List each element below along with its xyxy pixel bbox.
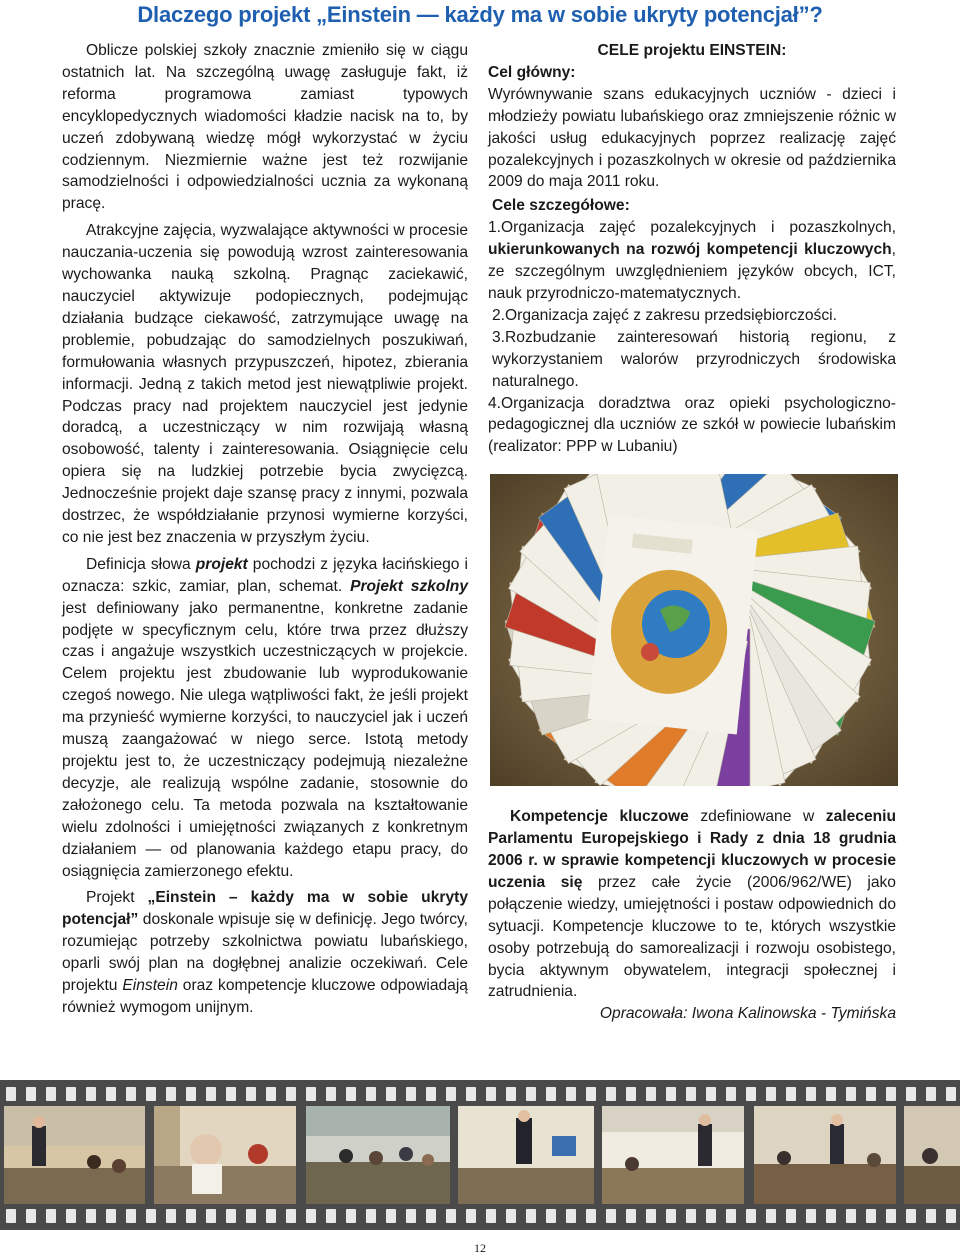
filmstrip-hole: [626, 1209, 636, 1223]
filmstrip-hole: [266, 1087, 276, 1101]
filmstrip-hole: [606, 1209, 616, 1223]
filmstrip-hole: [686, 1087, 696, 1101]
filmstrip-hole: [286, 1087, 296, 1101]
filmstrip-hole: [746, 1209, 756, 1223]
specific-goals-label: Cele szczegółowe:: [492, 197, 630, 215]
filmstrip-hole: [26, 1209, 36, 1223]
filmstrip-hole: [226, 1087, 236, 1101]
filmstrip-hole: [526, 1209, 536, 1223]
filmstrip-hole: [106, 1087, 116, 1101]
filmstrip-hole: [286, 1209, 296, 1223]
filmstrip-hole: [486, 1209, 496, 1223]
filmstrip-hole: [686, 1209, 696, 1223]
filmstrip-hole: [6, 1209, 16, 1223]
filmstrip-hole: [746, 1087, 756, 1101]
filmstrip-hole: [166, 1087, 176, 1101]
filmstrip-hole: [506, 1087, 516, 1101]
goal-4: 4.Organizacja doradztwa oraz opieki psychologiczno-pedagogicznej dla uczniów ze szkół w powiecie lubańskim (realizator: PPP w Lubaniu): [488, 394, 896, 456]
filmstrip-hole: [726, 1209, 736, 1223]
filmstrip-hole: [806, 1209, 816, 1223]
filmstrip-hole: [246, 1209, 256, 1223]
filmstrip-hole: [586, 1209, 596, 1223]
filmstrip-hole: [626, 1087, 636, 1101]
filmstrip-hole: [46, 1087, 56, 1101]
filmstrip-hole: [206, 1087, 216, 1101]
filmstrip-hole: [146, 1087, 156, 1101]
filmstrip-hole: [386, 1087, 396, 1101]
filmstrip-hole: [606, 1087, 616, 1101]
filmstrip-hole: [666, 1209, 676, 1223]
filmstrip-hole: [926, 1087, 936, 1101]
main-goal-label: Cel główny:: [488, 63, 576, 81]
filmstrip-hole: [726, 1087, 736, 1101]
filmstrip-hole: [566, 1209, 576, 1223]
goal-3: 3.Rozbudzanie zainteresowań historią regionu, z wykorzystaniem walorów przyrodniczych środowiska naturalnego.: [492, 328, 896, 390]
filmstrip-photo-7: [904, 1106, 960, 1204]
filmstrip-photo-5: [602, 1106, 744, 1204]
filmstrip-hole: [846, 1087, 856, 1101]
goal-2: 2.Organizacja zajęć z zakresu przedsiębiorczości.: [492, 306, 837, 324]
filmstrip-hole: [926, 1209, 936, 1223]
filmstrip-photo-3: [306, 1106, 450, 1204]
filmstrip-hole: [346, 1087, 356, 1101]
filmstrip-photo-6: [754, 1106, 896, 1204]
filmstrip-hole: [326, 1087, 336, 1101]
filmstrip-hole: [906, 1087, 916, 1101]
left-column: [62, 40, 468, 1024]
filmstrip-hole: [66, 1209, 76, 1223]
filmstrip-hole: [526, 1087, 536, 1101]
filmstrip-hole: [846, 1209, 856, 1223]
filmstrip-hole: [866, 1209, 876, 1223]
filmstrip-hole: [86, 1087, 96, 1101]
filmstrip-hole: [906, 1209, 916, 1223]
filmstrip-hole: [86, 1209, 96, 1223]
filmstrip-hole: [586, 1087, 596, 1101]
filmstrip-hole: [466, 1087, 476, 1101]
filmstrip-hole: [306, 1087, 316, 1101]
filmstrip-hole: [326, 1209, 336, 1223]
filmstrip-hole: [226, 1209, 236, 1223]
filmstrip-hole: [66, 1087, 76, 1101]
filmstrip-hole: [706, 1087, 716, 1101]
filmstrip-hole: [666, 1087, 676, 1101]
filmstrip-hole: [826, 1209, 836, 1223]
photo-filmstrip: [0, 1080, 960, 1230]
filmstrip-hole: [366, 1209, 376, 1223]
filmstrip-hole: [766, 1087, 776, 1101]
filmstrip-hole: [546, 1209, 556, 1223]
filmstrip-hole: [406, 1209, 416, 1223]
filmstrip-hole: [386, 1209, 396, 1223]
filmstrip-hole: [446, 1087, 456, 1101]
filmstrip-photo-1: [4, 1106, 145, 1204]
filmstrip-hole: [206, 1209, 216, 1223]
filmstrip-hole: [186, 1087, 196, 1101]
filmstrip-hole: [246, 1087, 256, 1101]
filmstrip-hole: [426, 1087, 436, 1101]
filmstrip-hole: [886, 1209, 896, 1223]
filmstrip-hole: [886, 1087, 896, 1101]
goal-1: 1.Organizacja zajęć pozalekcyjnych i pozaszkolnych, ukierunkowanych na rozwój kompetencji kluczowych, ze szczególnym uwzględnieniem języków obcych, ICT, nauk przyrodniczo-matematycznych.: [488, 219, 896, 302]
filmstrip-hole: [346, 1209, 356, 1223]
filmstrip-hole: [106, 1209, 116, 1223]
key-competences-paragraph: Kompetencje kluczowe zdefiniowane w zaleceniu Parlamentu Europejskiego i Rady z dnia 18 grudnia 2006 r. w sprawie kompetencji kluczowych w procesie uczenia się przez całe życie (2006/962/WE) jako połączenie wiedzy, umiejętności i postaw odpowiednich do sytuacji. Kompetencje kluczowe to te, których wszystkie osoby potrzebują do samorealizacji i rozwoju osobistego, bycia aktywnym obywatelem, integracji społecznej i zatrudnienia.: [488, 808, 896, 1001]
filmstrip-photo-2: [154, 1106, 296, 1204]
filmstrip-hole: [426, 1209, 436, 1223]
filmstrip-perforation-top: [0, 1084, 960, 1104]
filmstrip-hole: [506, 1209, 516, 1223]
filmstrip-hole: [866, 1087, 876, 1101]
filmstrip-hole: [786, 1209, 796, 1223]
intro-paragraph: Oblicze polskiej szkoły znacznie zmieniło się w ciągu ostatnich lat. Na szczególną uwagę zasługuje fakt, iż reforma programowa zamiast typowych encyklopedycznych wiadomości kładzie nacisk na to, by uczeń zdobywaną wiedzę mógł wykorzystać w życiu codziennym. Niezmiernie ważne jest też rozwijanie samodzielności i odpowiedzialności ucznia za wykonaną pracę.: [62, 42, 468, 213]
filmstrip-hole: [546, 1087, 556, 1101]
main-goal-text: Wyrównywanie szans edukacyjnych uczniów - dzieci i młodzieży powiatu lubańskiego oraz zmniejszenie różnic w jakości usług edukacyjnych poprzez realizację zajęć pozalekcyjnych i pozaszkolnych w okresie od października 2009 do maja 2011 roku.: [488, 85, 896, 191]
filmstrip-hole: [186, 1209, 196, 1223]
filmstrip-hole: [6, 1087, 16, 1101]
filmstrip-hole: [166, 1209, 176, 1223]
filmstrip-hole: [766, 1209, 776, 1223]
brochures-photo: [490, 474, 898, 786]
filmstrip-hole: [566, 1087, 576, 1101]
filmstrip-hole: [826, 1087, 836, 1101]
page-number: 12: [474, 1241, 486, 1255]
right-column: [488, 40, 896, 1025]
filmstrip-hole: [946, 1087, 956, 1101]
filmstrip-hole: [706, 1209, 716, 1223]
goals-heading: CELE projektu EINSTEIN:: [597, 42, 787, 59]
filmstrip-hole: [646, 1087, 656, 1101]
project-paragraph: Projekt „Einstein – każdy ma w sobie ukryty potencjał” doskonale wpisuje się w definicję. Jego twórcy, rozumiejąc potrzeby szkolnictwa powiatu lubańskiego, oparli swój plan na dogłębnej analizie oczekiwań. Cele projektu Einstein oraz kompetencje kluczowe odpowiadają również wymogom unijnym.: [62, 889, 468, 1016]
filmstrip-perforation-bottom: [0, 1206, 960, 1226]
filmstrip-hole: [806, 1087, 816, 1101]
filmstrip-hole: [146, 1209, 156, 1223]
filmstrip-hole: [786, 1087, 796, 1101]
filmstrip-photo-4: [458, 1106, 594, 1204]
filmstrip-hole: [126, 1209, 136, 1223]
author-signature: Opracowała: Iwona Kalinowska - Tymińska: [599, 1005, 896, 1023]
filmstrip-hole: [446, 1209, 456, 1223]
filmstrip-hole: [26, 1087, 36, 1101]
filmstrip-hole: [486, 1087, 496, 1101]
filmstrip-hole: [946, 1209, 956, 1223]
page-title: Dlaczego projekt „Einstein — każdy ma w sobie ukryty potencjał”?: [137, 2, 823, 27]
filmstrip-hole: [366, 1087, 376, 1101]
filmstrip-hole: [306, 1209, 316, 1223]
filmstrip-hole: [406, 1087, 416, 1101]
definition-paragraph: Definicja słowa projekt pochodzi z języka łacińskiego i oznacza: szkic, zamiar, plan, schemat. Projekt szkolny jest definiowany jako permanentne, konkretne zadanie podjęte w specyficznym celu, które trwa przez dłuższy czas i angażuje wszystkich uczestniczących w projekcie. Celem projektu jest zbudowanie lub wyprodukowanie czegoś nowego. Nie ulega wątpliwości fakt, że jeśli projekt ma przynieść wymierne korzyści, to nauczyciel jak i uczeń muszą zaangażować w niego serce. Istotą metody projektu jest to, że uczestniczący podejmują niezależne decyzje, ale realizują wspólne zadanie, stosownie do założonego celu. Ta metoda pozwala na kształtowanie wielu zdolności i umiejętności związanych z konkretnym działaniem — od planowania każdego etapu pracy, do osiągnięcia zamierzonego efektu.: [62, 555, 468, 880]
filmstrip-hole: [646, 1209, 656, 1223]
filmstrip-hole: [266, 1209, 276, 1223]
filmstrip-hole: [126, 1087, 136, 1101]
methods-paragraph: Atrakcyjne zajęcia, wyzwalające aktywności w procesie nauczania-uczenia się powodują wzrost zainteresowania wychowanka nauką szkolną. Pragnąc zaciekawić, nauczyciel aktywizuje podopiecznych, podejmując działania budzące ciekawość, zatrzymujące uwagę na problemie, pobudzając do samodzielnych poszukiwań, formułowania własnych przypuszczeń, hipotez, zbierania informacji. Jedną z takich metod jest niewątpliwie projekt. Podczas pracy nad projektem nauczyciel jest jedynie doradcą, a uczestniczący w nim rozwijają własną osobowość, talenty i zainteresowania. Osiągnięcie celu opiera się na ludzkiej potrzebie bycia zwycięzcą. Jednocześnie projekt daje szansę pracy z innymi, pozwala dostrzec, że współdziałanie przynosi wymierne korzyści, co nie jest bez znaczenia w przyszłym życiu.: [62, 222, 468, 546]
filmstrip-hole: [46, 1209, 56, 1223]
filmstrip-hole: [466, 1209, 476, 1223]
